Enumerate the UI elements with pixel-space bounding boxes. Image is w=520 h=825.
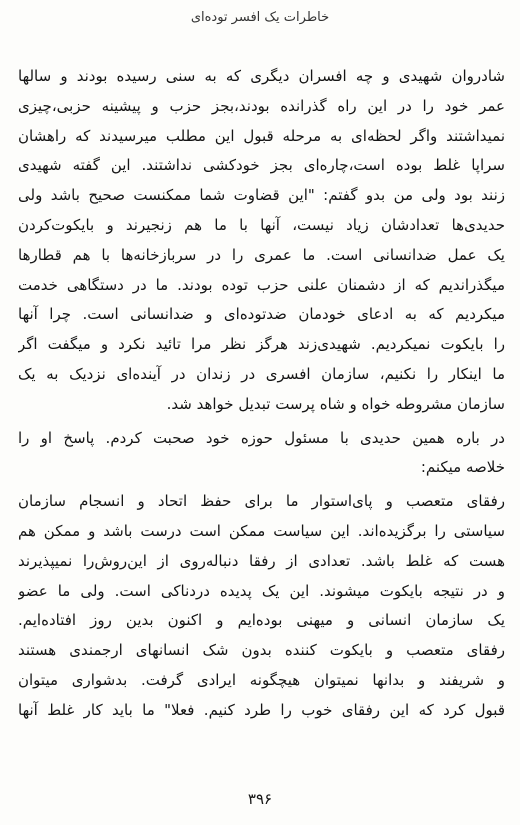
text-line: زنند بود ولی من بدو گفتم: "این قضاوت شما ممکنست صحیح باشد ولی — [18, 186, 505, 205]
text-line: رفقای متعصب و بایکوت کننده بدون شک انسانهای ارجمندی هستند — [18, 641, 505, 660]
text-line: را بایکوت نمیکردیم. شهیدی‌زند هرگز نظر مرا تائید نکرد و میگفت اگر — [18, 335, 505, 354]
text-line: و در نتیجه بایکوت میشوند. این یک پدیده دردناکی است. ولی ما عضو — [18, 581, 505, 600]
text-line: سیاستی را برگزیده‌اند. این سیاست ممکن است درست باشد و ممکن هم — [18, 521, 505, 540]
text-line: یک عمل ضدانسانی است. ما عمری را در سربازخانه‌ها با هم قطارها — [18, 245, 505, 264]
text-line: یک سازمان انسانی و میهنی بوده‌ایم و اکنون بدین روز افتاده‌ایم. — [18, 611, 505, 630]
text-line: قبول کرد که این رفقای خوب را طرد کنیم. فعلا" ما باید کار غلط آنها — [18, 700, 505, 719]
text-line: در باره همین حدیدی با مسئول حوزه خود صحبت کردم. پاسخ او را — [18, 428, 505, 447]
text-line: و شریفند و بدانها نمیتوان هیچگونه ایرادی گرفت. بدشواری میتوان — [18, 670, 505, 689]
text-line: ما اینکار را نکنیم، سازمان افسری در زندان در آینده‌ای نزدیک به یک — [18, 364, 505, 383]
text-line: میکردیم که به ادعای خودمان ضدتوده‌ای و ضدانسانی است. چرا آنها — [18, 305, 505, 324]
text-line: هست که غلط باشد. تعدادی از رفقا دنباله‌روی از این‌روش‌را نمیپذیرند — [18, 551, 505, 570]
text-line: حدیدی‌ها تعدادشان زیاد نیست، آنها با ما هم زنجیرند و بایکوت‌کردن — [18, 215, 505, 234]
text-line: رفقای متعصب و پای‌استوار ما برای حفظ اتحاد و انسجام سازمان — [18, 492, 505, 511]
body-text — [18, 62, 505, 726]
running-head: خاطرات یک افسر توده‌ای — [190, 10, 330, 25]
page-number: ۳۹۶ — [247, 790, 273, 808]
text-line: خلاصه میکنم: — [420, 458, 505, 477]
text-line: عمر خود را در این راه گذرانده بودند،بجز حزب و پیشینه حزبی،چیزی — [18, 96, 505, 115]
text-line: شادروان شهیدی و چه افسران دیگری که به سنی رسیده بودند و سالها — [18, 67, 505, 85]
text-line: سراپا غلط بوده است،چاره‌ای بجز خودکشی نداشتند. این گفته شهیدی — [18, 156, 505, 175]
text-line: میگذراندیم که از دشمنان علنی حزب توده بودند. ما در دستگاهی خدمت — [18, 275, 505, 294]
text-line: سازمان مشروطه خواه و شاه پرست تبدیل خواهد شد. — [166, 394, 505, 413]
text-line: نمیداشتند واگر لحظه‌ای به مرحله قبول این مطلب میرسیدند که راهشان — [18, 126, 505, 145]
